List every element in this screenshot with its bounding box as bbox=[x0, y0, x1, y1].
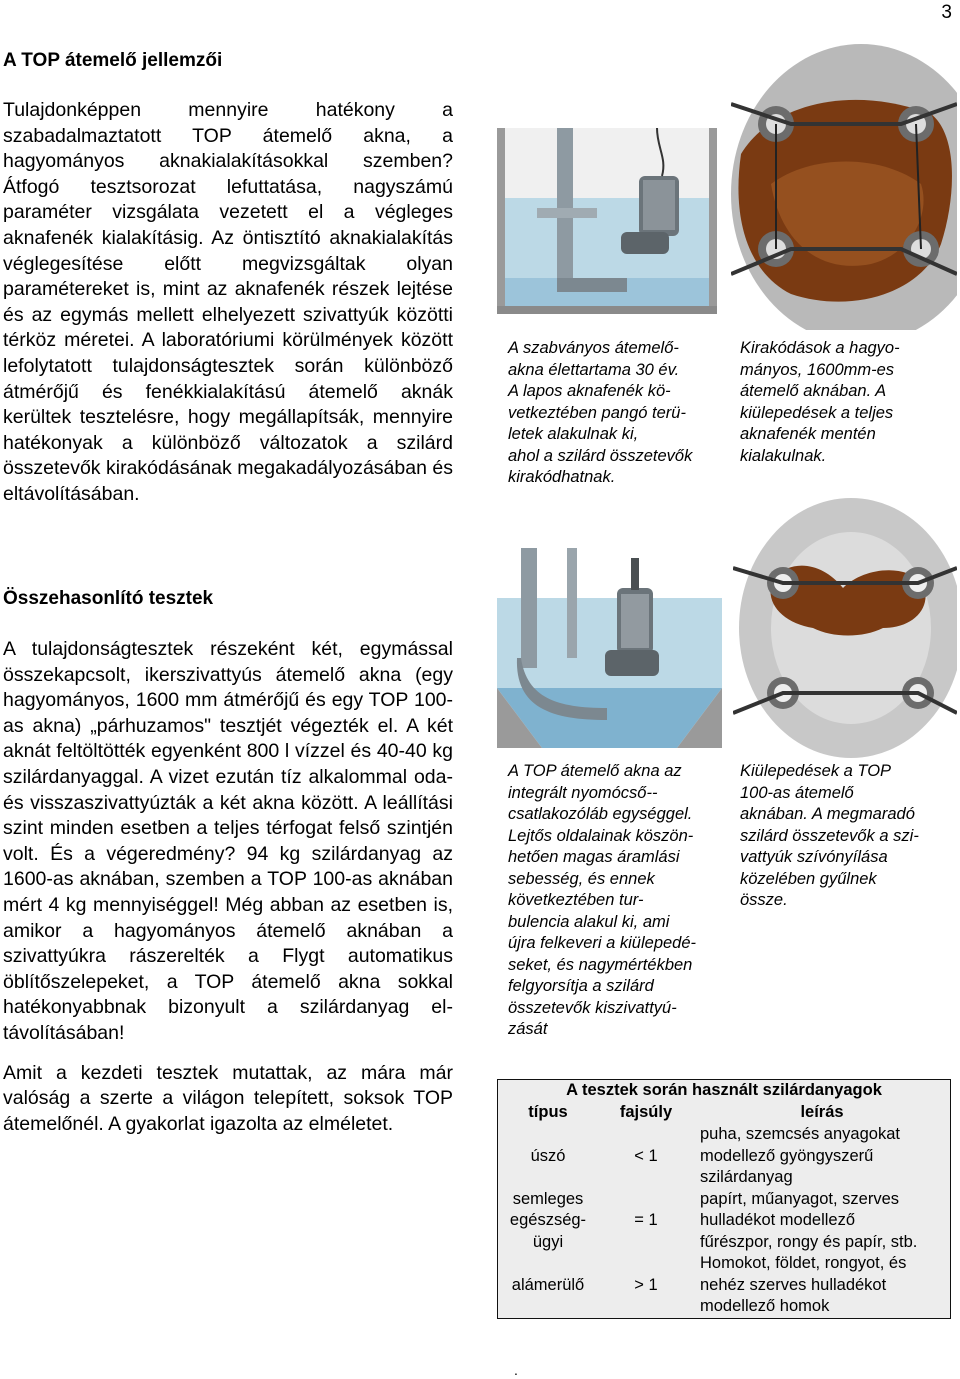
caption-line: aknában. A megmaradó bbox=[740, 805, 915, 823]
cell-weight: > 1 bbox=[634, 1275, 658, 1294]
type-line: semleges bbox=[512, 1189, 584, 1208]
footer-mark: . bbox=[514, 1362, 518, 1378]
sediment-top100-illustration bbox=[733, 488, 957, 758]
figure-sediment-top100 bbox=[733, 488, 957, 758]
desc-line: fűrészpor, rongy és papír, stb. bbox=[700, 1232, 918, 1251]
caption-line: Kiülepedések a TOP bbox=[740, 762, 892, 780]
solids-table bbox=[497, 1079, 951, 1319]
table-title: A tesztek során használt szilárdanyagok bbox=[566, 1081, 882, 1100]
cell-description bbox=[694, 1189, 951, 1254]
desc-line: modellező gyöngyszerű bbox=[700, 1146, 874, 1165]
comparison-text-2: Amit a kezdeti tesztek mutattak, az mára már valóság a szerte a világon telepített, soksok TOP átemelőnél. A gyakorlat igazolta az elméletet. bbox=[3, 1061, 453, 1135]
table-title-row bbox=[498, 1080, 951, 1103]
caption-line: zását bbox=[508, 1020, 548, 1038]
caption-line: sebesség, és ennek bbox=[508, 869, 655, 888]
caption-line: átemelő aknában. A bbox=[740, 382, 887, 400]
cell-description bbox=[694, 1124, 951, 1189]
table-header-row bbox=[498, 1102, 951, 1124]
figure-top-shaft bbox=[497, 548, 722, 748]
standard-shaft-illustration bbox=[497, 128, 717, 314]
figure-sediment-1600 bbox=[731, 44, 957, 330]
caption-line: újra felkeveri a kiülepedé- bbox=[508, 934, 697, 952]
header-type: típus bbox=[528, 1103, 568, 1122]
caption-line: össze. bbox=[740, 891, 788, 909]
intro-paragraph bbox=[3, 98, 453, 522]
caption-line: A szabványos átemelő- bbox=[508, 339, 679, 357]
caption-sediment-1600 bbox=[740, 338, 955, 467]
section-heading-comparison: Összehasonlító tesztek bbox=[3, 588, 214, 609]
caption-line: következtében tur- bbox=[508, 891, 644, 909]
table-row bbox=[498, 1253, 951, 1318]
header-description: leírás bbox=[800, 1103, 844, 1122]
caption-line: aknafenék mentén bbox=[740, 425, 876, 443]
caption-line: letek alakulnak ki, bbox=[508, 425, 639, 443]
table-row bbox=[498, 1124, 951, 1189]
cell-type bbox=[498, 1253, 599, 1318]
cell-description bbox=[694, 1253, 951, 1318]
caption-line: Lejtős oldalainak köszön- bbox=[508, 826, 694, 845]
caption-top-shaft bbox=[508, 761, 721, 1041]
comparison-text-1: A tulajdonságtesztek részeként két, egymással összekapcsolt, ikerszivattyús átemelő akna (egy hagyományos, 1600 mm átmérőjű és egy TOP 100-as akna) „párhuzamos" tesztjét végezték el. A két aknát feltöltötték egyenként 800 l vízzel és 40-40 kg szilárdanyaggal. A vizet ezután tíz alkalommal oda- és visszaszivattyúzták a két akna között. A leállítási szint minden esetben a teljes térfogat felső szintjén volt. És a végeredmény? 94 kg szilárdanyag az 1600-as aknában, szemben a TOP 100-as aknában mért 4 kg mennyiséggel! Még abban az esetben is, amikor a hagyományos átemelő aknában a szivattyúkra rászerelték a Flygt automatikus öblítőszelepeket, a TOP átemelő akna sokkal hatékonyabbnak bizonyult a szilárdanyag eltávolításában! bbox=[3, 638, 453, 1044]
caption-line: akna élettartama 30 év. bbox=[508, 360, 680, 379]
desc-line: hulladékot modellező bbox=[700, 1211, 856, 1230]
caption-line: integrált nyomócső-- bbox=[508, 783, 658, 802]
header-weight: fajsúly bbox=[619, 1103, 673, 1122]
caption-line: mányos, 1600mm-es bbox=[740, 360, 895, 379]
top-shaft-illustration bbox=[497, 548, 722, 748]
desc-line: szilárdanyag bbox=[700, 1168, 793, 1187]
cell-weight: < 1 bbox=[634, 1146, 658, 1165]
desc-line: nehéz szerves hulladékot bbox=[700, 1275, 887, 1294]
page-number: 3 bbox=[941, 2, 952, 23]
caption-line: vetkeztében pangó terü- bbox=[508, 403, 686, 422]
caption-standard-shaft bbox=[508, 338, 723, 489]
caption-line: kiülepedések a teljes bbox=[740, 403, 894, 422]
figure-standard-shaft bbox=[497, 128, 717, 314]
caption-line: összetevők kiszivattyú- bbox=[508, 998, 677, 1017]
caption-sediment-top100 bbox=[740, 761, 955, 912]
section-heading-top-features: A TOP átemelő jellemzői bbox=[3, 50, 223, 71]
caption-line: kirakódhatnak. bbox=[508, 468, 616, 486]
caption-line: A TOP átemelő akna az bbox=[508, 762, 682, 780]
desc-line: papírt, műanyagot, szerves bbox=[700, 1189, 900, 1208]
comparison-paragraphs bbox=[3, 637, 453, 1151]
caption-line: csatlakozóláb egységgel. bbox=[508, 805, 693, 823]
type-line: úszó bbox=[530, 1146, 566, 1165]
caption-line: ahol a szilárd összetevők bbox=[508, 446, 693, 465]
caption-line: A lapos aknafenék kö- bbox=[508, 382, 671, 400]
cell-type bbox=[498, 1189, 599, 1254]
caption-line: felgyorsítja a szilárd bbox=[508, 977, 654, 995]
cell-type bbox=[498, 1124, 599, 1189]
caption-line: Kirakódások a hagyo- bbox=[740, 339, 900, 357]
desc-line: Homokot, földet, rongyot, és bbox=[700, 1254, 907, 1273]
desc-line: modellező homok bbox=[700, 1297, 830, 1316]
intro-text: Tulajdonképpen mennyire hatékony a szabadalmaztatott TOP átemelő akna, a hagyományos aknakialakításokkal szemben? Átfogó tesztsorozat lefuttatása, nagyszámú paraméter vizsgálata vezetett el a végleges aknafenék kialakításig. Az öntisztító aknakialakítás véglegesítése előtt megvizsgáltak olyan paramétereket is, mint az aknafenék részek lejtése és az egymás mellett elhelyezett szivattyúk közötti térköz méretei. A laboratóriumi körülmények között lefolytatott tulajdonságtesztek során különböző átmérőjű és fenékkialakítású átemelő aknák kerültek tesztelésre, hogy megállapítsák, mennyire hatékonyak a különböző változatok a szilárd összetevők kirakódásának megakadályozásában és eltávolításában. bbox=[3, 99, 453, 505]
cell-weight: = 1 bbox=[634, 1211, 658, 1230]
caption-line: kialakulnak. bbox=[740, 446, 827, 465]
desc-line: puha, szemcsés anyagokat bbox=[700, 1125, 900, 1144]
caption-line: szilárd összetevők a szi- bbox=[740, 826, 919, 845]
table-row bbox=[498, 1189, 951, 1254]
type-line: ügyi bbox=[532, 1232, 564, 1251]
caption-line: seket, és nagymértékben bbox=[508, 955, 693, 974]
caption-line: közelében gyűlnek bbox=[740, 869, 877, 888]
caption-line: 100-as átemelő bbox=[740, 783, 854, 802]
caption-line: hetően magas áramlási bbox=[508, 848, 680, 866]
caption-line: vattyúk szívónyílása bbox=[740, 848, 888, 866]
sediment-1600-illustration bbox=[731, 44, 957, 330]
type-line: egészség- bbox=[509, 1211, 587, 1230]
type-line: alámerülő bbox=[511, 1275, 585, 1294]
caption-line: bulencia alakul ki, ami bbox=[508, 912, 670, 931]
